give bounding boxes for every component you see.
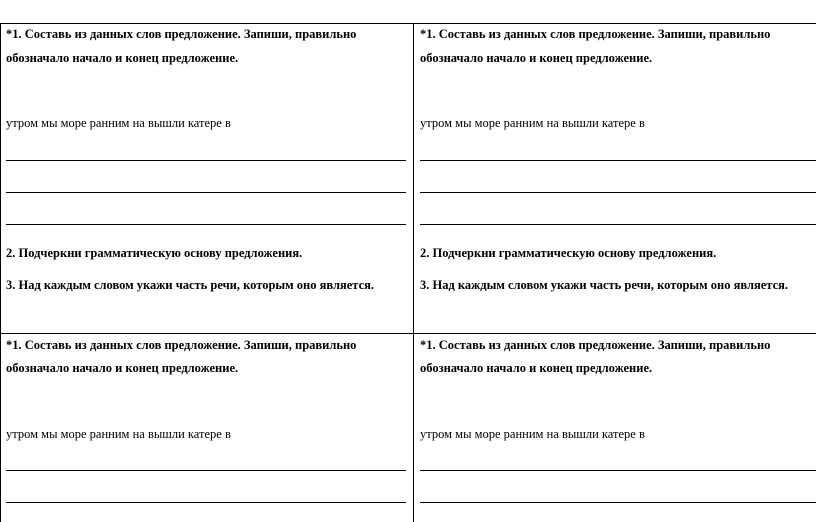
task3-instruction: 3. Над каждым словом укажи часть речи, которым оно является. <box>6 278 375 292</box>
task2-instruction: 2. Подчеркни грамматическую основу предложения. <box>420 246 717 260</box>
table-top-border <box>0 23 816 24</box>
answer-line[interactable] <box>420 224 816 225</box>
word-list: утром мы море ранним на вышли катере в <box>6 116 231 130</box>
answer-line[interactable] <box>420 470 816 471</box>
task2-instruction: 2. Подчеркни грамматическую основу предложения. <box>6 246 303 260</box>
table-left-border <box>0 23 1 522</box>
table-middle-border <box>0 333 816 334</box>
task1-instruction-line2: обозначало начало и конец предложение. <box>420 361 653 375</box>
task1-instruction-line2: обозначало начало и конец предложение. <box>6 51 239 65</box>
answer-line[interactable] <box>420 192 816 193</box>
word-list: утром мы море ранним на вышли катере в <box>420 116 645 130</box>
task1-instruction-line2: обозначало начало и конец предложение. <box>420 51 653 65</box>
task1-instruction-line1: *1. Составь из данных слов предложение. Запиши, правильно <box>6 338 357 352</box>
answer-line[interactable] <box>420 160 816 161</box>
answer-line[interactable] <box>6 224 406 225</box>
answer-line[interactable] <box>6 160 406 161</box>
task1-instruction-line2: обозначало начало и конец предложение. <box>6 361 239 375</box>
task1-instruction-line1: *1. Составь из данных слов предложение. Запиши, правильно <box>420 338 771 352</box>
answer-line[interactable] <box>420 502 816 503</box>
answer-line[interactable] <box>6 192 406 193</box>
task1-instruction-line1: *1. Составь из данных слов предложение. Запиши, правильно <box>6 27 357 41</box>
word-list: утром мы море ранним на вышли катере в <box>6 427 231 441</box>
task1-instruction-line1: *1. Составь из данных слов предложение. Запиши, правильно <box>420 27 771 41</box>
word-list: утром мы море ранним на вышли катере в <box>420 427 645 441</box>
answer-line[interactable] <box>6 470 406 471</box>
table-center-border <box>413 23 414 522</box>
task3-instruction: 3. Над каждым словом укажи часть речи, которым оно является. <box>420 278 789 292</box>
answer-line[interactable] <box>6 502 406 503</box>
